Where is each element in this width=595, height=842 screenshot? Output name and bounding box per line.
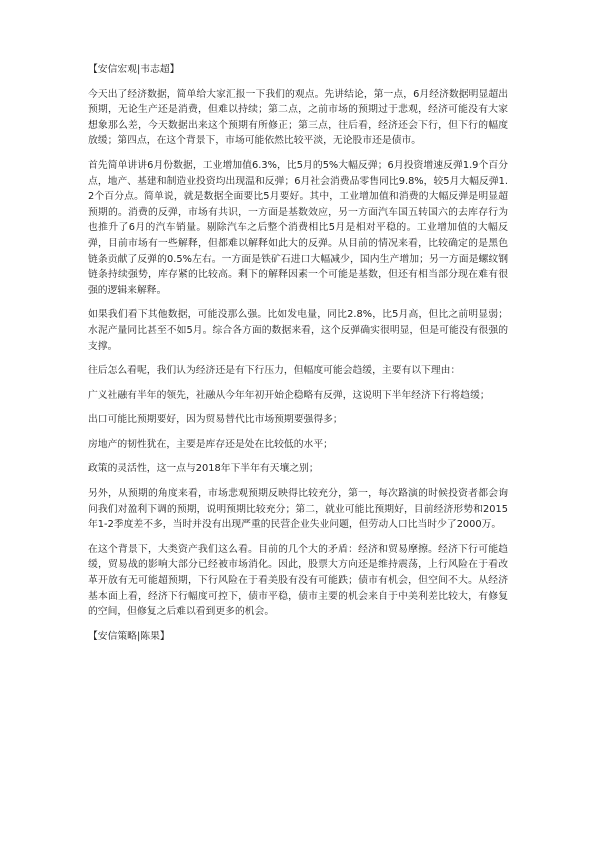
paragraph-reason-policy: 政策的灵活性，这一点与2018年下半年有天壤之别； [88, 463, 319, 475]
paragraph-asset-allocation: 在这个背景下，大类资产我们这么看。目前的几个大的矛盾：经济和贸易摩擦。经济下行可能趋缓，贸易战的影响大部分已经被市场消化。因此，股票大方向还是维持震荡，上行风险在于看改革开放有无可能超预期，下行风险在于看美股有没有可能跌；债市有机会，但空间不大。从经济基本面上看，经济下行幅度可控下，债市平稳，债市主要的机会来自于中美利差比较大，有修复的空间，但修复之后难以看到更多的机会。 [88, 543, 508, 618]
document-body [88, 62, 508, 653]
paragraph-reason-property: 房地产的韧性犹在，主要是库存还是处在比较低的水平； [88, 438, 333, 450]
paragraph-june-data: 首先简单讲讲6月份数据，工业增加值6.3%，比5月的5%大幅反弹；6月投资增速反弹1.9个百分点，地产、基建和制造业投资均出现温和反弹；6月社会消费品零售同比9.8%，较5月大幅反弹1.2个百分点。简单说，就是数据全面要比5月要好。其中，工业增加值和消费的大幅反弹是明显超预期的。消费的反弹，市场有共识，一方面是基数效应，另一方面汽车国五转国六的去库存行为也推升了6月的汽车销量。剔除汽车之后整个消费相比5月是相对平稳的。工业增加值的大幅反弹，目前市场有一些解释，但都难以解释如此大的反弹。从目前的情况来看，比较确定的是黑色链条贡献了反弹的0.5%左右。一方面是铁矿石进口大幅减少，国内生产增加；另一方面是螺纹钢链条持续强势，库存紧的比较高。剩下的解释因素一个可能是基数，但还有相当部分现在难有很强的逻辑来解释。 [88, 159, 508, 296]
paragraph-expectations: 另外，从预期的角度来看，市场悲观预期反映得比较充分，第一，每次路演的时候投资者都会询问我们对盈利下调的预期，说明预期比较充分；第二，就业可能比预期好，目前经济形势和2015年1-2季度差不多，当时并没有出现严重的民营企业失业问题，但劳动人口比当时少了2000万。 [88, 488, 508, 531]
section-heading-macro: 【安信宏观|韦志超】 [88, 64, 180, 75]
paragraph-outlook: 往后怎么看呢，我们认为经济还是有下行压力，但幅度可能会趋缓，主要有以下理由： [88, 365, 461, 377]
section-heading-strategy: 【安信策略|陈果】 [88, 630, 170, 642]
paragraph-conclusion: 今天出了经济数据，简单给大家汇报一下我们的观点。先讲结论，第一点，6月经济数据明显超出预期，无论生产还是消费，但难以持续；第二点，之前市场的预期过于悲观，经济可能没有大家想象那么差，今天数据出来这个预期有所修正；第三点，往后看，经济还会下行，但下行的幅度放缓；第四点，在这个背景下，市场可能依然比较平淡，无论股市还是债市。 [88, 88, 508, 147]
paragraph-reason-export: 出口可能比预期要好，因为贸易替代比市场预期要强得多； [88, 414, 343, 426]
paragraph-other-data: 如果我们看下其他数据，可能没那么强。比如发电量，同比2.8%，比5月高，但比之前明显弱；水泥产量同比甚至不如5月。综合各方面的数据来看，这个反弹确实很明显，但是可能没有很强的支撑。 [88, 309, 508, 352]
paragraph-reason-credit: 广义社融有半年的领先，社融从今年年初开始企稳略有反弹，这说明下半年经济下行将趋缓； [88, 389, 490, 401]
